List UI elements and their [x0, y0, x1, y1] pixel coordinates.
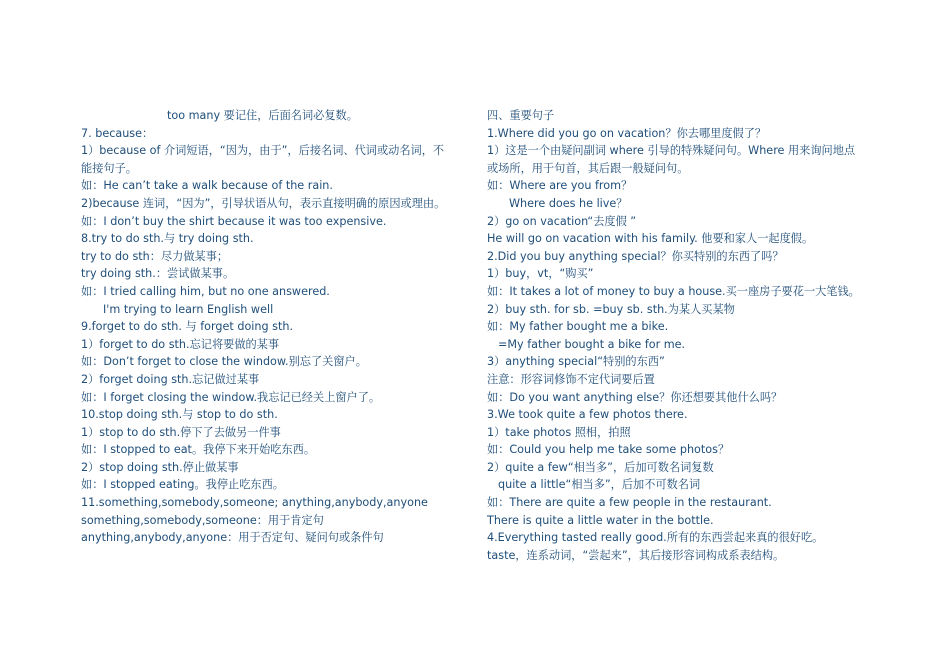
- example-line: He will go on vacation with his family. 他要和家人一起度假。: [487, 232, 814, 246]
- heading-sentence-2: 2.Did you buy anything special？你买特别的东西了吗？: [487, 249, 784, 263]
- text-line: 2）quite a few“相当多”，后加可数名词复数: [487, 460, 714, 474]
- example-line: 如：I don’t buy the shirt because it was too expensive.: [81, 214, 387, 228]
- note-line: 注意：形容词修饰不定代词要后置: [487, 372, 655, 386]
- example-line: 如：I forget closing the window.我忘记已经关上窗户了。: [81, 390, 381, 404]
- example-line: 如：Don’t forget to close the window.别忘了关窗户。: [81, 355, 367, 369]
- example-line: 如：Where are you from？: [487, 179, 633, 193]
- example-line: 如：I tried calling him, but no one answered.: [81, 284, 330, 298]
- example-line: Where does he live？: [509, 196, 628, 210]
- text-line: 2）stop doing sth.停止做某事: [81, 460, 239, 474]
- heading-stop: 10.stop doing sth.与 stop to do sth.: [81, 408, 278, 422]
- example-line: 如：Do you want anything else？你还想要其他什么吗？: [487, 390, 783, 404]
- heading-sentence-3: 3.We took quite a few photos there.: [487, 408, 688, 422]
- text-line: 2）buy sth. for sb. =buy sb. sth.为某人买某物: [487, 302, 735, 316]
- example-line: 如：Could you help me take some photos？: [487, 443, 730, 457]
- heading-sentence-1: 1.Where did you go on vacation？你去哪里度假了？: [487, 126, 767, 140]
- example-line: There is quite a little water in the bottle.: [487, 513, 714, 527]
- heading-forget: 9.forget to do sth. 与 forget doing sth.: [81, 320, 294, 334]
- example-line: 如：It takes a lot of money to buy a house.买一座房子要花一大笔钱。: [487, 284, 860, 298]
- text-line: 1）buy，vt，“购买”: [487, 267, 594, 281]
- text-line: 3）anything special“特别的东西”: [487, 355, 665, 369]
- text-line: try to do sth：尽力做某事；: [81, 249, 229, 263]
- example-line: I'm trying to learn English well: [103, 302, 274, 316]
- text-line: 2）forget doing sth.忘记做过某事: [81, 372, 260, 386]
- text-line: 或场所，用于句首，其后跟一般疑问句。: [487, 161, 689, 175]
- example-line: 如：My father bought me a bike.: [487, 320, 669, 334]
- right-column: [487, 107, 887, 564]
- text-line: 1）forget to do sth.忘记将要做的某事: [81, 337, 280, 351]
- text-line: anything,anybody,anyone：用于否定句、疑问句或条件句: [81, 531, 384, 545]
- text-line: taste，连系动词，“尝起来”，其后接形容词构成系表结构。: [487, 548, 785, 562]
- text-line: 1）这是一个由疑问副词 where 引导的特殊疑问句。Where 用来询问地点: [487, 144, 856, 158]
- text-line: 1）because of 介词短语，“因为，由于”，后接名词、代词或动名词，不: [81, 144, 445, 158]
- example-line: 如：There are quite a few people in the restaurant.: [487, 496, 772, 510]
- text-line: 能接句子。: [81, 161, 137, 175]
- heading-indefinite-pronouns: 11.something,somebody,someone; anything,anybody,anyone: [81, 496, 428, 510]
- text-line: too many 要记住，后面名词必复数。: [167, 109, 358, 122]
- heading-try: 8.try to do sth.与 try doing sth.: [81, 232, 254, 246]
- section-heading: 四、重要句子: [487, 109, 555, 122]
- example-line: 如：I stopped to eat。我停下来开始吃东西。: [81, 443, 316, 457]
- text-line: 1）take photos 照相，拍照: [487, 425, 631, 439]
- left-column: [81, 107, 471, 547]
- text-line: 2)because 连词，“因为”，引导状语从句，表示直接明确的原因或理由。: [81, 196, 446, 210]
- heading-because: 7. because：: [81, 126, 154, 140]
- text-line: something,somebody,someone：用于肯定句: [81, 513, 324, 527]
- example-line: 如：I stopped eating。我停止吃东西。: [81, 478, 284, 492]
- heading-sentence-4: 4.Everything tasted really good.所有的东西尝起来真的很好吃。: [487, 531, 824, 545]
- text-line: quite a little“相当多”，后加不可数名词: [498, 478, 701, 492]
- example-line: 如：He can’t take a walk because of the rain.: [81, 179, 333, 193]
- text-line: 1）stop to do sth.停下了去做另一件事: [81, 425, 281, 439]
- text-line: try doing sth.：尝试做某事。: [81, 267, 235, 281]
- example-line: =My father bought a bike for me.: [498, 337, 686, 351]
- text-line: 2）go on vacation“去度假 ”: [487, 214, 637, 228]
